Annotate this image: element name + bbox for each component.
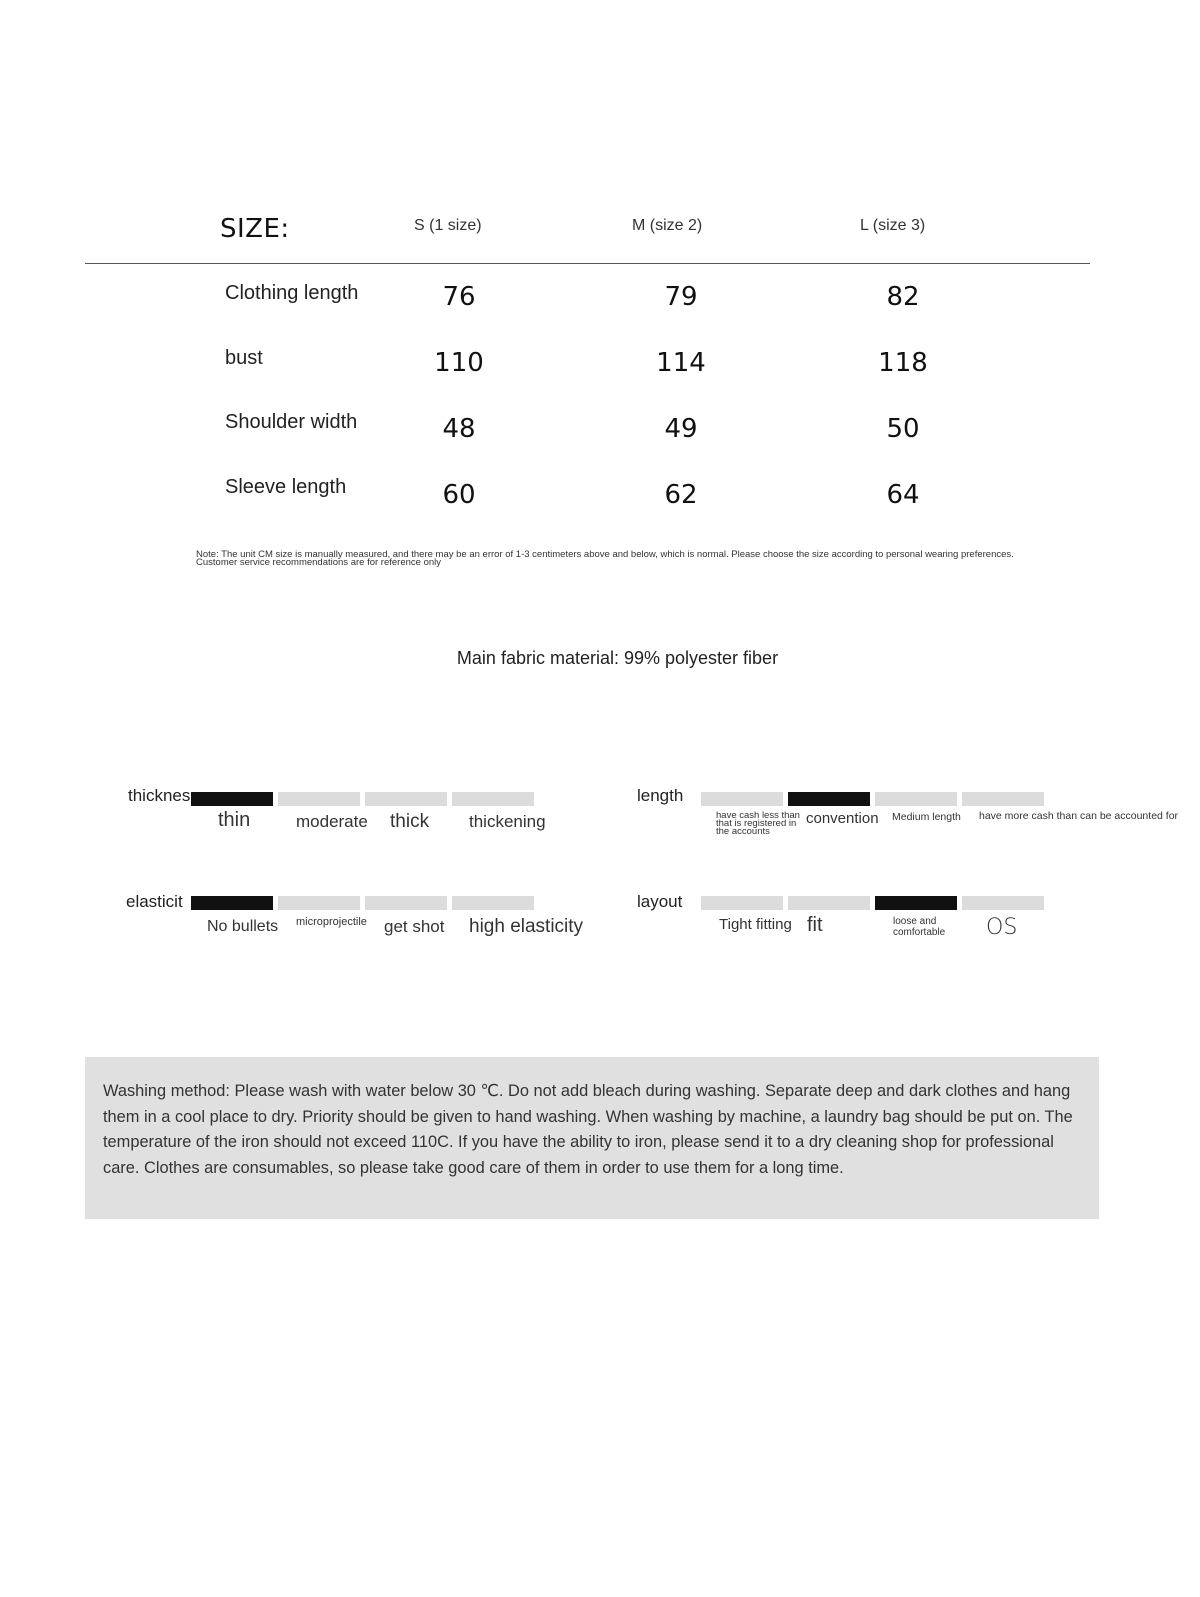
elasticity-bar xyxy=(365,896,447,910)
layout-option: fit xyxy=(807,914,823,936)
size-title: SIZE: xyxy=(220,214,290,244)
elasticity-bar xyxy=(191,896,273,910)
elasticity-option: microprojectile xyxy=(296,916,367,928)
thickness-bar xyxy=(452,792,534,806)
layout-option: loose and comfortable xyxy=(893,916,946,938)
table-cell: 64 xyxy=(886,480,920,510)
elasticity-bar xyxy=(452,896,534,910)
note-line-2: Customer service recommendations are for reference only xyxy=(196,557,441,568)
row-label-clothing-length: Clothing length xyxy=(225,282,359,304)
length-option: Medium length xyxy=(892,811,961,823)
thickness-option: thin xyxy=(218,809,251,831)
washing-instructions: Washing method: Please wash with water below 30 ℃. Do not add bleach during washing. Separate deep and dark clothes and hang them in a cool place to dry. Priority should be given to hand washing. When washing by machine, a laundry bag should be put on. The temperature of the iron should not exceed 110C. If you have the ability to iron, please send it to a dry cleaning shop for professional care. Clothes are consumables, so please take good care of them in order to use them for a long time. xyxy=(103,1082,1073,1177)
table-cell: 62 xyxy=(664,480,698,510)
thickness-bar xyxy=(278,792,360,806)
fabric-material: Main fabric material: 99% polyester fiber xyxy=(456,648,779,668)
layout-option: OS xyxy=(986,915,1018,940)
table-cell: 79 xyxy=(664,282,698,312)
thickness-option: thickening xyxy=(469,812,546,831)
length-bar xyxy=(875,792,957,806)
table-cell: 118 xyxy=(878,348,928,378)
layout-bar xyxy=(701,896,783,910)
row-label-bust: bust xyxy=(225,347,263,369)
elasticity-option: get shot xyxy=(384,917,445,936)
table-cell: 82 xyxy=(886,282,920,312)
note-line-1: Note: The unit CM size is manually measured, and there may be an error of 1-3 centimeters above and below, which is normal. Please choose the size according to personal wearing preferences. xyxy=(196,549,1014,560)
layout-label: layout xyxy=(637,892,683,911)
thickness-option: moderate xyxy=(296,812,368,831)
length-option: have cash less than that is registered in the accounts xyxy=(716,810,800,837)
table-cell: 76 xyxy=(442,282,476,312)
layout-bar xyxy=(962,896,1044,910)
table-cell: 110 xyxy=(434,348,484,378)
length-option: have more cash than can be accounted for xyxy=(979,810,1179,822)
table-cell: 49 xyxy=(664,414,698,444)
layout-option: Tight fitting xyxy=(719,916,792,933)
thickness-option: thick xyxy=(390,811,430,832)
elasticity-label: elasticit xyxy=(126,892,183,911)
length-label: length xyxy=(637,786,684,805)
length-option: convention xyxy=(806,810,879,827)
column-header-l: L (size 3) xyxy=(860,217,926,234)
column-header-m: M (size 2) xyxy=(632,217,703,234)
length-bar xyxy=(788,792,870,806)
thickness-bar xyxy=(365,792,447,806)
row-label-shoulder-width: Shoulder width xyxy=(225,411,358,433)
table-cell: 114 xyxy=(656,348,706,378)
table-cell: 48 xyxy=(442,414,476,444)
layout-bar xyxy=(875,896,957,910)
length-bar xyxy=(701,792,783,806)
length-bar xyxy=(962,792,1044,806)
elasticity-option: high elasticity xyxy=(469,916,584,937)
elasticity-bar xyxy=(278,896,360,910)
row-label-sleeve-length: Sleeve length xyxy=(225,476,347,498)
thickness-label: thicknes xyxy=(128,786,191,805)
column-header-s: S (1 size) xyxy=(414,217,482,234)
thickness-bar xyxy=(191,792,273,806)
table-cell: 60 xyxy=(442,480,476,510)
washing-instructions-box xyxy=(85,1057,1099,1219)
layout-bar xyxy=(788,896,870,910)
table-cell: 50 xyxy=(886,414,920,444)
elasticity-option: No bullets xyxy=(207,918,279,935)
measurement-note xyxy=(196,551,1014,567)
table-divider xyxy=(85,263,1090,264)
